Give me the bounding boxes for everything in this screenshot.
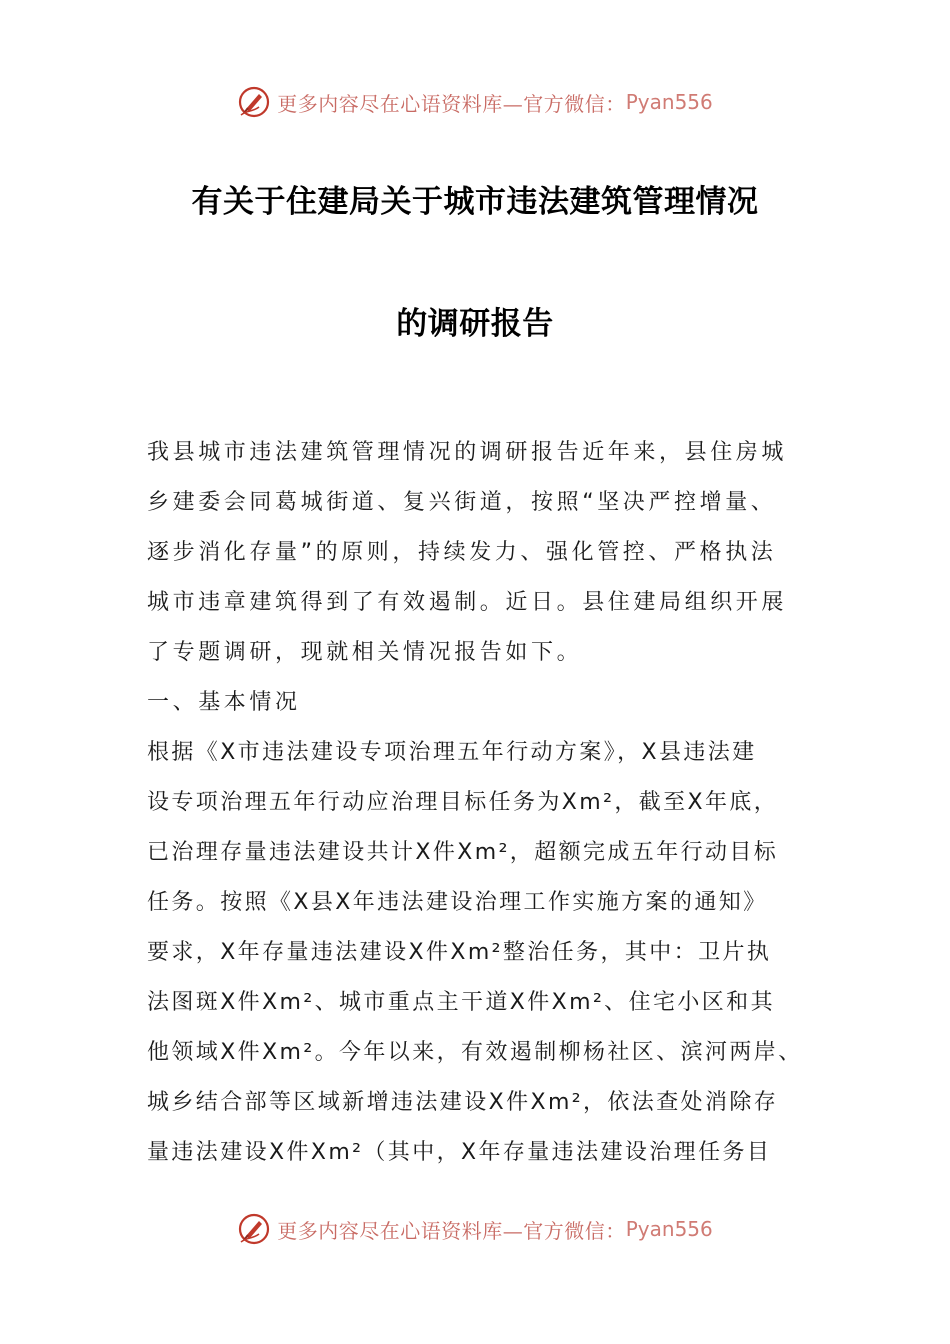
- header-slogan: 更多内容尽在心语资料库—官方微信：: [277, 91, 626, 116]
- body-line: 设专项治理五年行动应治理目标任务为Xm²，截至X年底，: [147, 790, 779, 815]
- footer-slogan: 更多内容尽在心语资料库—官方微信：: [277, 1218, 626, 1243]
- body-line: 城市违章建筑得到了有效遏制。近日。县住建局组织开展: [147, 590, 788, 615]
- body-line: 法图斑X件Xm²、城市重点主干道X件Xm²、住宅小区和其: [147, 990, 775, 1015]
- body-line: 任务。按照《X县X年违法建设治理工作实施方案的通知》: [147, 890, 768, 915]
- footer-contact-id: Pyan556: [625, 1217, 713, 1241]
- body-line: 我县城市违法建筑管理情况的调研报告近年来，县住房城: [147, 440, 788, 465]
- body-line: 城乡结合部等区域新增违法建设X件Xm²，依法查处消除存: [147, 1090, 779, 1115]
- header-contact-id: Pyan556: [625, 90, 713, 114]
- body-line: 逐步消化存量”的原则，持续发力、强化管控、严格执法: [147, 540, 777, 565]
- document-title-line-1: 有关于住建局关于城市违法建筑管理情况: [191, 184, 759, 220]
- footer-banner: [0, 1209, 950, 1249]
- document-title-line-2: 的调研报告: [396, 306, 554, 342]
- body-line: 根据《X市违法建设专项治理五年行动方案》，X县违法建: [147, 740, 757, 765]
- body-line: 乡建委会同葛城街道、复兴街道，按照“坚决严控增量、: [147, 490, 777, 515]
- header-banner: [0, 82, 950, 122]
- body-line: 要求，X年存量违法建设X件Xm²整治任务，其中：卫片执: [147, 940, 772, 965]
- body-line: 已治理存量违法建设共计X件Xm²，超额完成五年行动目标: [147, 840, 779, 865]
- body-line: 他领域X件Xm²。今年以来，有效遏制柳杨社区、滨河两岸、: [147, 1040, 803, 1065]
- document-body: [147, 428, 827, 1178]
- pen-circle-logo-icon: [237, 1212, 271, 1246]
- section-heading: 一、基本情况: [147, 690, 301, 715]
- body-line: 了专题调研，现就相关情况报告如下。: [147, 640, 583, 665]
- body-line: 量违法建设X件Xm²（其中，X年存量违法建设治理任务目: [147, 1140, 772, 1165]
- pen-circle-logo-icon: [237, 85, 271, 119]
